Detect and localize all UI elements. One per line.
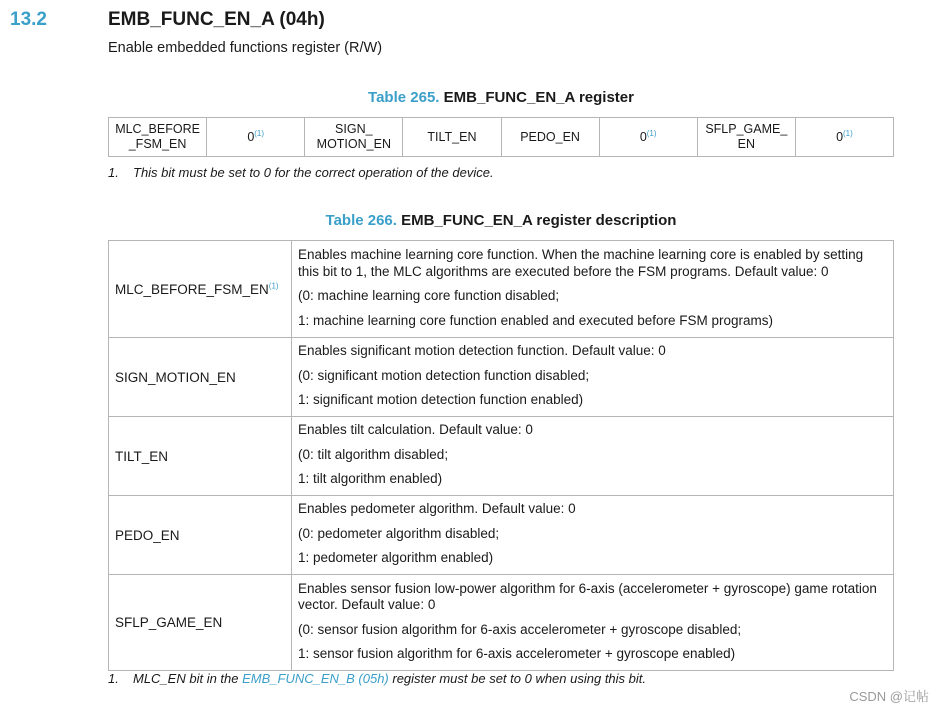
bit3-cell: PEDO_EN <box>501 118 599 157</box>
table-row <box>109 496 894 575</box>
field-name: TILT_EN <box>109 417 292 496</box>
table-row <box>109 241 894 338</box>
table-row <box>109 575 894 671</box>
table-265-footnote: 1. This bit must be set to 0 for the correct operation of the device. <box>108 165 494 180</box>
field-name: SIGN_MOTION_EN <box>109 338 292 417</box>
bit7-cell: MLC_BEFORE _FSM_EN <box>109 118 207 157</box>
table-266-caption <box>0 212 937 229</box>
field-name: MLC_BEFORE_FSM_EN$^{(1)}$ <box>109 241 292 338</box>
section-subtitle: Enable embedded functions register (R/W) <box>108 40 383 56</box>
footnote-ref[interactable]: (1) <box>646 128 657 138</box>
watermark: CSDN @记帖 <box>849 689 929 704</box>
bit0-cell: 0$^{(1)}$ <box>795 118 893 157</box>
table-265-caption-number: Table 265. <box>368 89 440 106</box>
table-265-caption-title: EMB_FUNC_EN_A register <box>443 89 634 106</box>
field-description: Enables machine learning core function. When the machine learning core is enabled by setting this bit to 1, the MLC algorithms are executed before the FSM programs. Default value: 0 (0: machine learning core function disabled; 1: machine learning core function enabled and executed before FSM programs) <box>292 241 894 338</box>
bit2-cell: 0$^{(1)}$ <box>599 118 697 157</box>
table-row <box>109 417 894 496</box>
field-description: Enables sensor fusion low-power algorithm for 6-axis (accelerometer + gyroscope) game rotation vector. Default value: 0 (0: sensor fusion algorithm for 6-axis accelerometer + gyroscope disabled; 1: sensor fusion algorithm for 6-axis accelerometer + gyroscope enabled) <box>292 575 894 671</box>
field-name: PEDO_EN <box>109 496 292 575</box>
table-266-footnote: 1. MLC_EN bit in the EMB_FUNC_EN_B (05h) register must be set to 0 when using this bit. <box>108 671 647 686</box>
table-265-caption <box>0 89 937 106</box>
bit4-cell: TILT_EN <box>403 118 501 157</box>
footnote-ref[interactable]: (1) <box>268 281 279 290</box>
table-row <box>109 338 894 417</box>
register-link[interactable]: EMB_FUNC_EN_B (05h) <box>242 671 389 686</box>
section-title: EMB_FUNC_EN_A (04h) <box>108 9 325 30</box>
table-266-caption-number: Table 266. <box>325 212 397 229</box>
register-bit-table <box>108 117 894 157</box>
field-description: Enables pedometer algorithm. Default value: 0 (0: pedometer algorithm disabled; 1: pedometer algorithm enabled) <box>292 496 894 575</box>
footnote-ref[interactable]: (1) <box>843 128 853 138</box>
field-description: Enables significant motion detection function. Default value: 0 (0: significant motion detection function disabled; 1: significant motion detection function enabled) <box>292 338 894 417</box>
field-name: SFLP_GAME_EN <box>109 575 292 671</box>
field-description: Enables tilt calculation. Default value: 0 (0: tilt algorithm disabled; 1: tilt algorithm enabled) <box>292 417 894 496</box>
bit1-cell: SFLP_GAME_ EN <box>697 118 795 157</box>
section-number: 13.2 <box>10 9 47 30</box>
bit5-cell: SIGN_ MOTION_EN <box>305 118 403 157</box>
table-266-caption-title: EMB_FUNC_EN_A register description <box>401 212 677 229</box>
register-description-table <box>108 240 894 671</box>
footnote-ref[interactable]: (1) <box>254 128 265 138</box>
bit6-cell: 0$^{(1)}$ <box>207 118 305 157</box>
